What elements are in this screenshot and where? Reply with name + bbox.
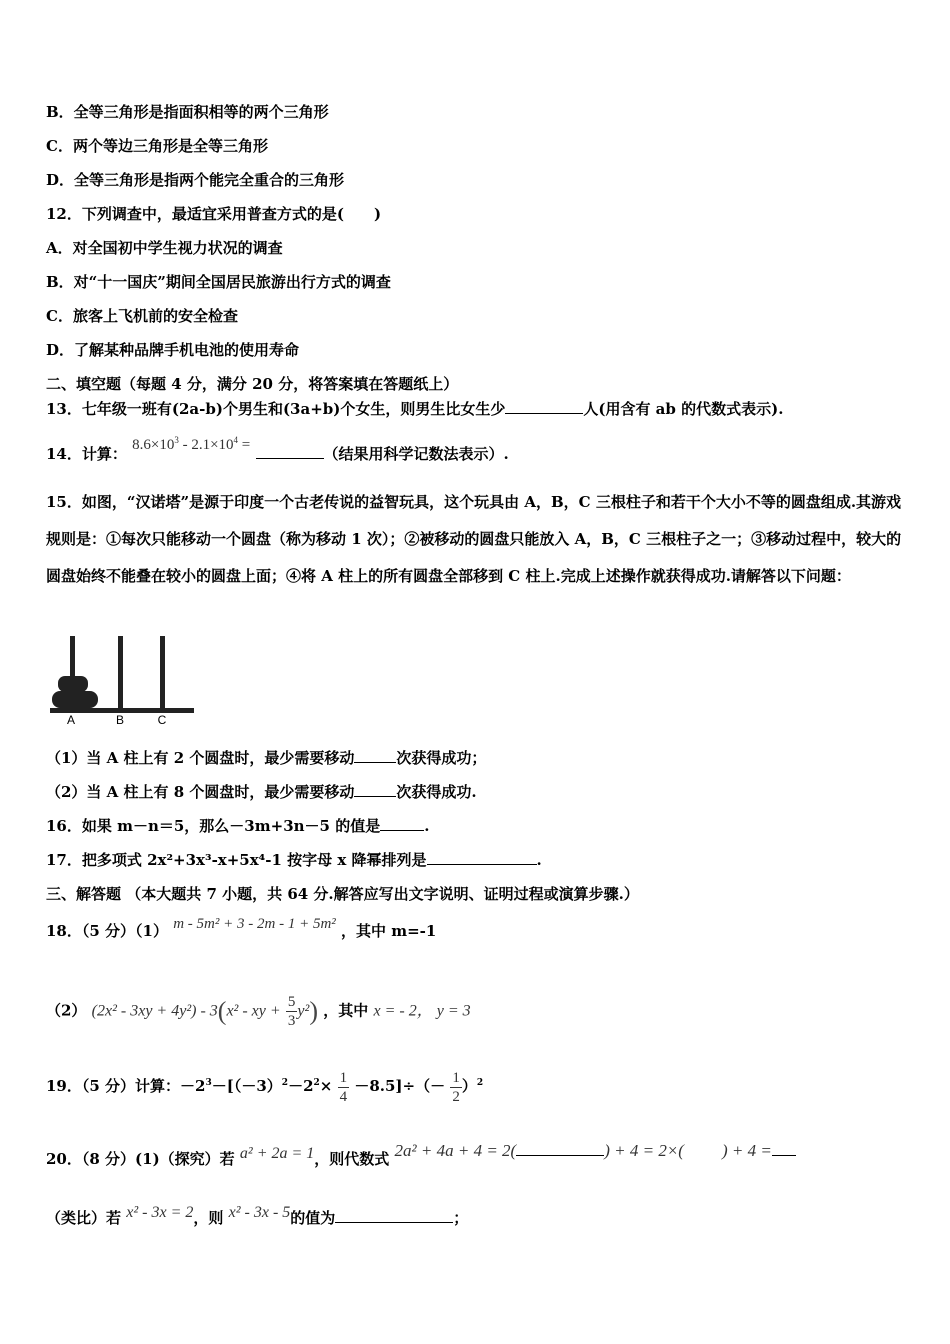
q18-part2: （2） (2x² - 3xy + 4y²) - 3(x² - xy + $\frac{5}{3}$ y²) ，其中 x = - 2， y = 3: [46, 994, 471, 1029]
q13-post: 人(用含有 ab 的代数式表示).: [583, 400, 784, 418]
label-a: A: [66, 713, 76, 726]
q18-expr2a: (2x² - 3xy + 4y²) - 3: [91, 1002, 218, 1020]
section2-title: 二、填空题（每题 4 分，满分 20 分，将答案填在答题纸上）: [46, 375, 459, 393]
q18-part1: 18．（5 分）（1） m - 5m² + 3 - 2m - 1 + 5m² ，其中 m=-1: [46, 916, 437, 940]
q12-stem: 12．下列调查中，最适宜采用普查方式的是( ): [46, 205, 382, 223]
q15-sub1-blank[interactable]: [354, 748, 396, 763]
q18-fraction: $\frac{5}{3}$: [287, 994, 296, 1029]
q20-analog: （类比）若 x² - 3x = 2，则 x² - 3x - 5的值为 ；: [46, 1204, 469, 1227]
q14-blank[interactable]: [256, 444, 324, 459]
q15-sub2: （2）当 A 柱上有 8 个圆盘时，最少需要移动 次获得成功.: [46, 783, 477, 801]
q12-option-b: B．对“十一国庆”期间全国居民旅游出行方式的调查: [46, 273, 391, 291]
q17: 17．把多项式 2x²+3x³-x+5x⁴-1 按字母 x 降幂排列是 .: [46, 851, 542, 869]
q14-label: 14．计算：: [46, 445, 127, 463]
q19: 19．（5 分）计算：$-2^3-[(-3)^2-2^2\times$ $\frac{1}{4}$ －8.5]÷（－ $\frac{1}{2}$ ）$^2$: [46, 1069, 484, 1105]
q12-option-a: A．对全国初中学生视力状况的调查: [46, 239, 283, 257]
hanoi-disk-small: [58, 676, 88, 692]
q12-option-c: C．旅客上飞机前的安全检查: [46, 307, 238, 325]
q20-blank-1[interactable]: [516, 1141, 604, 1156]
q15-text: 15．如图，“汉诺塔”是源于印度一个古老传说的益智玩具，这个玩具由 A，B，C 三根柱子和若干个大小不等的圆盘组成.其游戏规则是：①每次只能移动一个圆盘（称为移动 1 次）；②被移动的圆盘只能放入 A，B，C 三根柱子之一；③移动过程中，较大的圆盘始终不能叠在较小的圆盘上面；④将 A 柱上的所有圆盘全部移到 C 柱上.完成上述操作就获得成功.请解答以下问题：: [46, 493, 902, 585]
peg-c: [160, 636, 165, 710]
section3-title: 三、解答题 （本大题共 7 小题，共 64 分.解答应写出文字说明、证明过程或演算步骤.）: [46, 885, 639, 903]
q11-option-d: D．全等三角形是指两个能完全重合的三角形: [46, 171, 345, 189]
label-b: B: [115, 713, 125, 726]
q16-blank[interactable]: [380, 816, 424, 831]
peg-b: [118, 636, 123, 710]
q13: [46, 399, 783, 419]
q19-fraction-2: $\frac{1}{2}$: [452, 1069, 460, 1105]
q12-option-d: D．了解某种品牌手机电池的使用寿命: [46, 341, 300, 359]
q13-blank[interactable]: [505, 399, 583, 414]
q20: 20．（8 分）(1)（探究）若 a² + 2a = 1，则代数式 2a² + 4a + 4 = 2( ) + 4 = 2×( ) + 4 =: [46, 1149, 796, 1170]
q18-expr1: m - 5m² + 3 - 2m - 1 + 5m²: [173, 916, 336, 932]
q19-fraction-1: $\frac{1}{4}$: [339, 1069, 348, 1105]
hanoi-figure: [46, 634, 198, 726]
q14: [46, 435, 509, 465]
q15-sub2-blank[interactable]: [354, 782, 396, 797]
q11-option-b: B．全等三角形是指面积相等的两个三角形: [46, 103, 329, 121]
q14-post: （结果用科学记数法表示）.: [323, 445, 509, 463]
hanoi-disk-large: [52, 691, 98, 708]
q20-expression: 2a² + 4a + 4 = 2( ) + 4 = 2×( ) + 4 =: [395, 1141, 796, 1160]
q14-expression: $8.6\times 10^3 - 2.1\times 10^4$ =: [132, 435, 251, 453]
q20-analog-blank[interactable]: [335, 1208, 453, 1223]
q11-option-c: C．两个等边三角形是全等三角形: [46, 137, 268, 155]
q15-sub1: （1）当 A 柱上有 2 个圆盘时，最少需要移动 次获得成功；: [46, 749, 487, 767]
q20-blank-2[interactable]: [772, 1141, 796, 1156]
label-c: C: [157, 713, 167, 726]
q16: 16．如果 m－n＝5，那么－3m+3n－5 的值是 .: [46, 817, 430, 835]
q17-blank[interactable]: [427, 850, 537, 865]
q13-pre: 13．七年级一班有(2a-b)个男生和(3a+b)个女生，则男生比女生少: [46, 400, 506, 418]
